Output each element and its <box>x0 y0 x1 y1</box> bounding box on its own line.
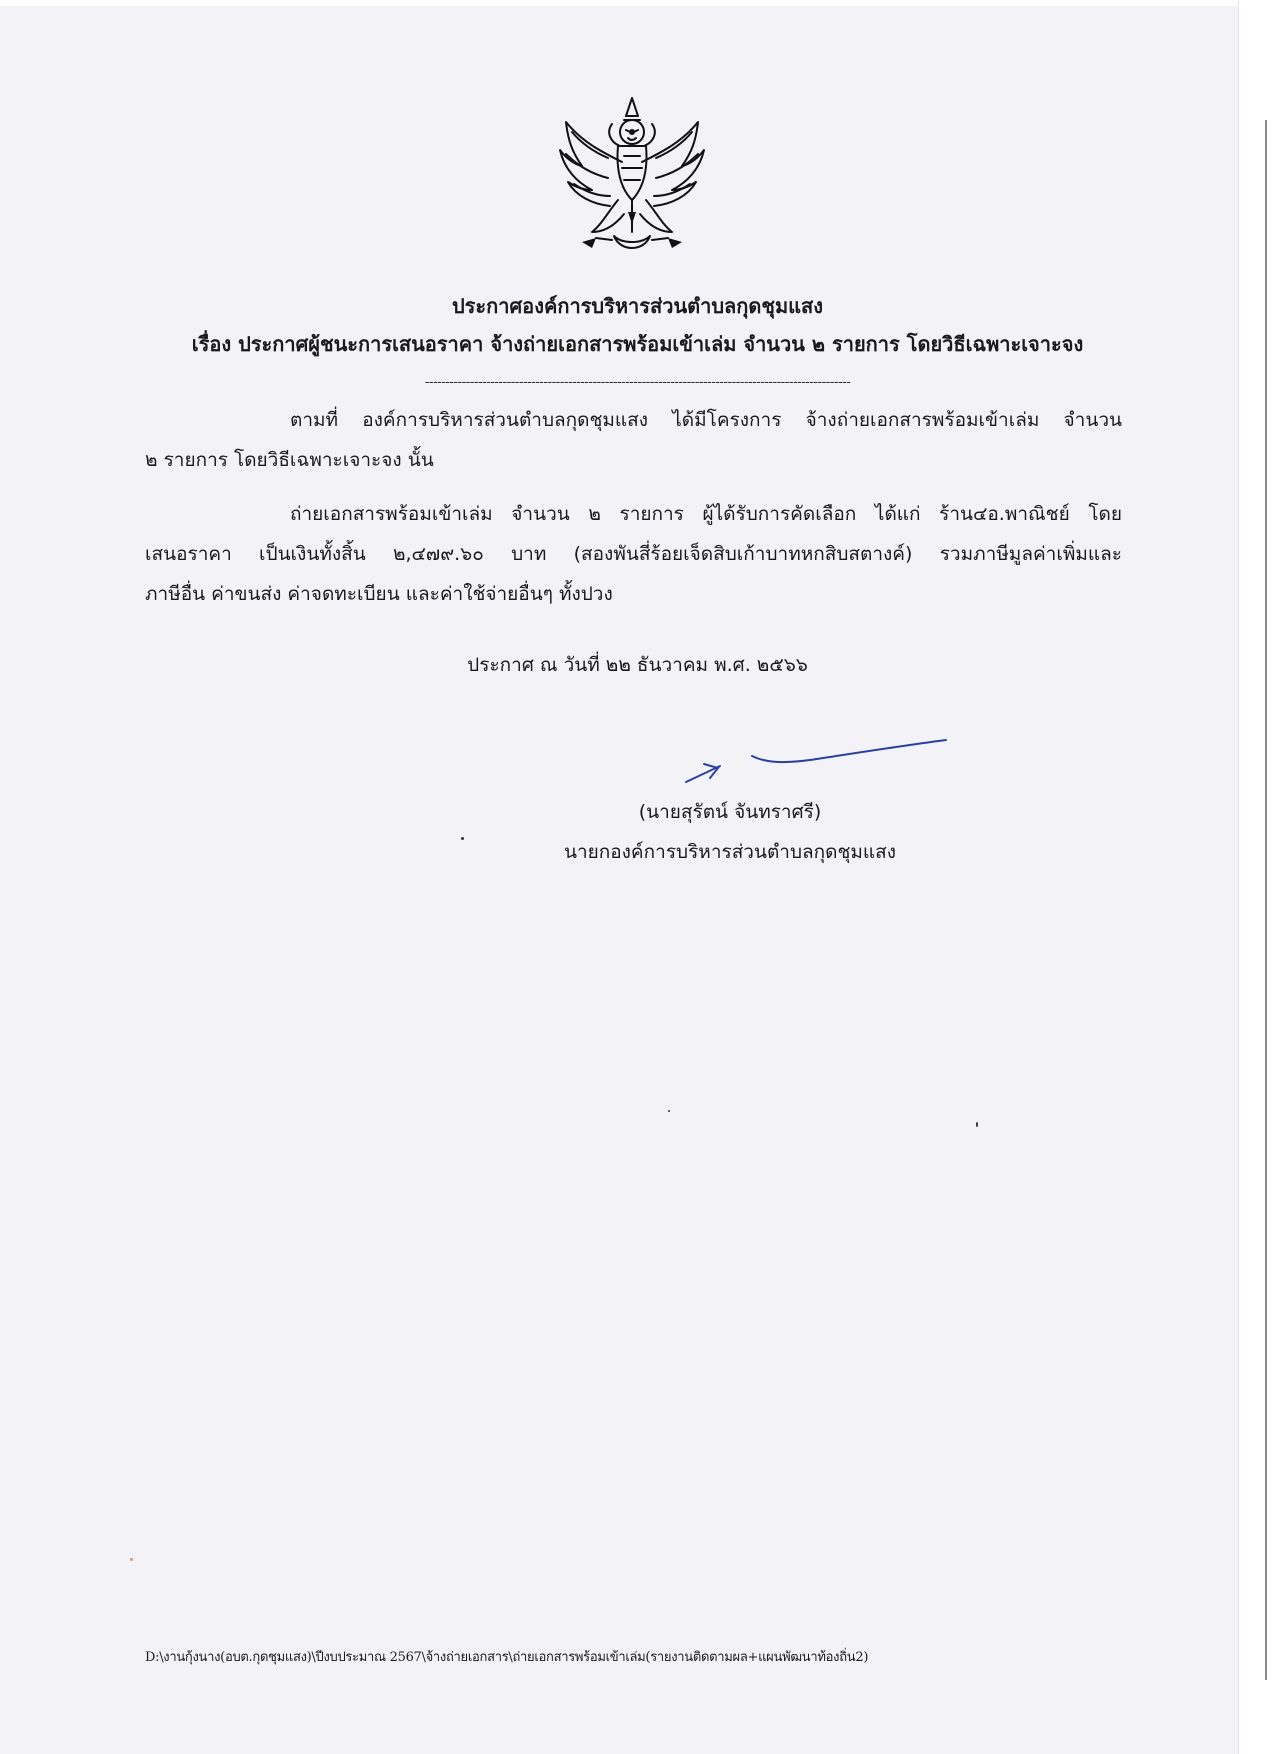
scan-speck <box>461 837 464 840</box>
scan-speck <box>668 1110 670 1112</box>
scan-speck <box>976 1122 978 1127</box>
document-subject: เรื่อง ประกาศผู้ชนะการเสนอราคา จ้างถ่ายเอกสารพร้อมเข้าเล่ม จำนวน ๒ รายการ โดยวิธีเฉพาะเจาะจง <box>191 332 1084 356</box>
paragraph-1-line-1: ตามที่ องค์การบริหารส่วนตำบลกุดชุมแสง ได้มีโครงการ จ้างถ่ายเอกสารพร้อมเข้าเล่ม จำนวน <box>290 409 1122 431</box>
signer-position: นายกองค์การบริหารส่วนตำบลกุดชุมแสง <box>563 841 897 863</box>
announcement-date: ประกาศ ณ วันที่ ๒๒ ธันวาคม พ.ศ. ๒๕๖๖ <box>467 654 808 676</box>
scan-top-margin <box>0 0 1275 6</box>
paragraph-1-line-2: ๒ รายการ โดยวิธีเฉพาะเจาะจง นั้น <box>145 449 434 471</box>
paragraph-2-line-3: ภาษีอื่น ค่าขนส่ง ค่าจดทะเบียน และค่าใช้จ่ายอื่นๆ ทั้งปวง <box>145 583 613 605</box>
scan-speck <box>130 1558 133 1561</box>
handwritten-signature <box>680 736 955 786</box>
file-path-footer: D:\งานกุ้งนาง(อบต.กุดชุมแสง)\ปีงบประมาณ 2567\จ้างถ่ายเอกสาร\ถ่ายเอกสารพร้อมเข้าเล่ม(รายงานติดตามผล+แผนพัฒนาท้องถิ่น2) <box>145 1650 869 1665</box>
scan-right-margin <box>1239 0 1275 1754</box>
paragraph-2-line-1: ถ่ายเอกสารพร้อมเข้าเล่ม จำนวน ๒ รายการ ผู้ได้รับการคัดเลือก ได้แก่ ร้าน๔อ.พาณิชย์ โดย <box>290 503 1122 525</box>
separator-line: -------------------------------------------------------------------------------------------------------- <box>424 375 851 390</box>
signer-name: (นายสุรัตน์ จันทราศรี) <box>638 801 822 823</box>
document-title: ประกาศองค์การบริหารส่วนตำบลกุดชุมแสง <box>451 294 824 318</box>
paragraph-2-line-2: เสนอราคา เป็นเงินทั้งสิ้น ๒,๔๗๙.๖๐ บาท (สองพันสี่ร้อยเจ็ดสิบเก้าบาทหกสิบสตางค์) รวมภาษีมูลค่าเพิ่มและ <box>145 543 1122 565</box>
scan-crease-line <box>1265 120 1267 1680</box>
garuda-emblem-icon <box>552 92 712 260</box>
